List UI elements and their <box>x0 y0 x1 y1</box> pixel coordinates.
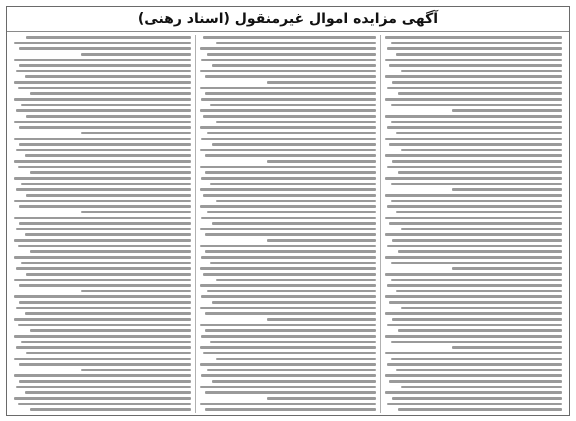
text-line <box>81 211 191 214</box>
text-line <box>81 132 191 135</box>
notice-columns <box>7 32 569 415</box>
text-line <box>19 284 190 287</box>
text-line <box>392 397 562 400</box>
text-line <box>389 64 562 67</box>
text-line <box>16 346 191 349</box>
text-line <box>25 391 191 394</box>
notice-frame <box>6 6 570 416</box>
text-line <box>385 312 562 315</box>
text-line <box>387 126 562 129</box>
text-line <box>212 64 376 67</box>
text-line <box>207 290 377 293</box>
text-line <box>216 42 377 45</box>
text-line <box>203 36 376 39</box>
text-line <box>200 403 377 406</box>
text-line <box>212 222 376 225</box>
text-line <box>16 149 191 152</box>
text-line <box>201 256 376 259</box>
text-line <box>392 160 562 163</box>
text-line <box>200 267 377 270</box>
text-line <box>16 267 191 270</box>
text-line <box>200 109 377 112</box>
text-line <box>391 183 562 186</box>
text-line <box>203 194 376 197</box>
text-line <box>203 115 376 118</box>
text-line <box>205 312 376 315</box>
text-line <box>16 228 191 231</box>
text-line <box>387 403 562 406</box>
text-line <box>14 200 191 203</box>
text-line <box>267 318 377 321</box>
text-line <box>200 149 377 152</box>
text-line <box>200 87 377 90</box>
text-line <box>385 194 562 197</box>
text-line <box>387 166 562 169</box>
text-line <box>398 329 562 332</box>
text-line <box>385 98 562 101</box>
text-line <box>19 301 190 304</box>
text-line <box>387 324 562 327</box>
text-line <box>200 166 377 169</box>
text-line <box>401 307 562 310</box>
text-line <box>14 121 191 124</box>
text-line <box>201 335 376 338</box>
text-line <box>205 233 376 236</box>
text-line <box>387 284 562 287</box>
title-row <box>7 7 569 32</box>
text-line <box>398 408 562 411</box>
text-line <box>391 200 562 203</box>
text-line <box>81 369 191 372</box>
text-line <box>14 358 191 361</box>
text-line <box>205 92 376 95</box>
text-line <box>201 138 376 141</box>
text-line <box>201 177 376 180</box>
text-line <box>267 160 377 163</box>
text-line <box>212 380 376 383</box>
text-line <box>207 53 377 56</box>
text-line <box>200 205 377 208</box>
text-line <box>201 59 376 62</box>
text-line <box>207 132 377 135</box>
text-line <box>385 36 562 39</box>
text-line <box>30 92 191 95</box>
text-line <box>389 380 562 383</box>
text-line <box>452 109 562 112</box>
text-line <box>398 92 562 95</box>
text-line <box>396 369 562 372</box>
text-line <box>401 149 562 152</box>
text-line <box>14 239 191 242</box>
text-line <box>396 211 562 214</box>
text-line <box>19 205 190 208</box>
text-line <box>385 256 562 259</box>
text-line <box>30 329 191 332</box>
text-line <box>401 386 562 389</box>
text-line <box>16 386 191 389</box>
text-line <box>19 222 190 225</box>
text-line <box>21 341 191 344</box>
text-line <box>19 47 190 50</box>
text-line <box>14 397 191 400</box>
text-line <box>200 284 377 287</box>
text-line <box>18 403 191 406</box>
text-line <box>200 307 377 310</box>
text-line <box>385 217 562 220</box>
text-line <box>385 138 562 141</box>
text-line <box>391 262 562 265</box>
text-line <box>387 205 562 208</box>
text-line <box>200 126 377 129</box>
text-line <box>387 363 562 366</box>
text-line <box>205 171 376 174</box>
text-line <box>391 279 562 282</box>
text-line <box>200 386 377 389</box>
text-line <box>210 262 376 265</box>
text-line <box>389 222 562 225</box>
text-line <box>210 183 376 186</box>
text-line <box>391 121 562 124</box>
text-line <box>385 177 562 180</box>
text-line <box>401 228 562 231</box>
text-line <box>216 121 377 124</box>
notice-title: آگهی مزایده اموال غیرمنقول (اسناد رهنی) <box>137 11 439 27</box>
text-line <box>16 307 191 310</box>
text-line <box>212 143 376 146</box>
text-line <box>216 279 377 282</box>
text-line <box>14 160 191 163</box>
text-line <box>210 104 376 107</box>
text-line <box>391 341 562 344</box>
text-line <box>385 391 562 394</box>
text-line <box>398 171 562 174</box>
text-line <box>391 42 562 45</box>
text-line <box>21 183 191 186</box>
text-line <box>385 233 562 236</box>
text-line <box>200 70 377 73</box>
text-line <box>205 75 376 78</box>
text-line <box>30 171 191 174</box>
text-line <box>396 53 562 56</box>
text-line <box>205 408 376 411</box>
text-line <box>205 154 376 157</box>
text-line <box>210 341 376 344</box>
text-line <box>387 47 562 50</box>
text-line <box>200 346 377 349</box>
text-line <box>200 324 377 327</box>
text-line <box>19 64 190 67</box>
text-line <box>203 352 376 355</box>
text-line <box>14 279 191 282</box>
text-line <box>26 273 190 276</box>
text-line <box>385 295 562 298</box>
text-line <box>387 245 562 248</box>
text-line <box>201 217 376 220</box>
text-line <box>18 324 191 327</box>
text-line <box>207 211 377 214</box>
text-line <box>392 318 562 321</box>
text-line <box>30 408 191 411</box>
text-line <box>385 154 562 157</box>
text-line <box>19 363 190 366</box>
text-line <box>385 273 562 276</box>
text-line <box>385 374 562 377</box>
text-line <box>385 59 562 62</box>
text-line <box>14 256 191 259</box>
text-line <box>14 217 191 220</box>
text-line <box>26 352 190 355</box>
text-line <box>205 329 376 332</box>
text-line <box>16 188 191 191</box>
text-line <box>398 250 562 253</box>
text-line <box>216 358 377 361</box>
text-line <box>19 143 190 146</box>
text-line <box>14 177 191 180</box>
text-line <box>14 318 191 321</box>
notice-column-middle <box>196 35 382 413</box>
text-line <box>267 81 377 84</box>
text-line <box>21 262 191 265</box>
text-line <box>25 75 191 78</box>
text-line <box>216 200 377 203</box>
text-line <box>212 301 376 304</box>
text-line <box>30 250 191 253</box>
text-line <box>387 87 562 90</box>
text-line <box>19 126 190 129</box>
text-line <box>385 115 562 118</box>
text-line <box>14 138 191 141</box>
text-line <box>14 42 191 45</box>
text-line <box>203 273 376 276</box>
text-line <box>201 98 376 101</box>
text-line <box>25 154 191 157</box>
text-line <box>81 53 191 56</box>
text-line <box>267 397 377 400</box>
notice-column-left <box>10 35 196 413</box>
text-line <box>26 36 190 39</box>
text-line <box>200 363 377 366</box>
text-line <box>452 188 562 191</box>
text-line <box>81 290 191 293</box>
text-line <box>14 59 191 62</box>
text-line <box>19 380 190 383</box>
text-line <box>200 188 377 191</box>
text-line <box>25 233 191 236</box>
text-line <box>392 239 562 242</box>
text-line <box>18 245 191 248</box>
text-line <box>385 352 562 355</box>
text-line <box>200 228 377 231</box>
text-line <box>385 75 562 78</box>
text-line <box>389 301 562 304</box>
text-line <box>207 369 377 372</box>
text-line <box>14 335 191 338</box>
text-line <box>389 143 562 146</box>
text-line <box>391 104 562 107</box>
text-line <box>21 104 191 107</box>
text-line <box>18 87 191 90</box>
text-line <box>396 290 562 293</box>
text-line <box>14 374 191 377</box>
text-line <box>205 250 376 253</box>
text-line <box>205 391 376 394</box>
text-line <box>401 70 562 73</box>
text-line <box>26 115 190 118</box>
text-line <box>452 267 562 270</box>
text-line <box>201 374 376 377</box>
text-line <box>26 194 190 197</box>
text-line <box>200 245 377 248</box>
text-line <box>452 346 562 349</box>
text-line <box>25 312 191 315</box>
text-line <box>14 295 191 298</box>
text-line <box>16 70 191 73</box>
text-line <box>16 109 191 112</box>
text-line <box>392 81 562 84</box>
text-line <box>200 47 377 50</box>
text-line <box>14 81 191 84</box>
text-line <box>385 335 562 338</box>
text-line <box>391 358 562 361</box>
notice-column-right <box>381 35 566 413</box>
text-line <box>267 239 377 242</box>
text-line <box>396 132 562 135</box>
text-line <box>14 98 191 101</box>
text-line <box>201 295 376 298</box>
text-line <box>18 166 191 169</box>
